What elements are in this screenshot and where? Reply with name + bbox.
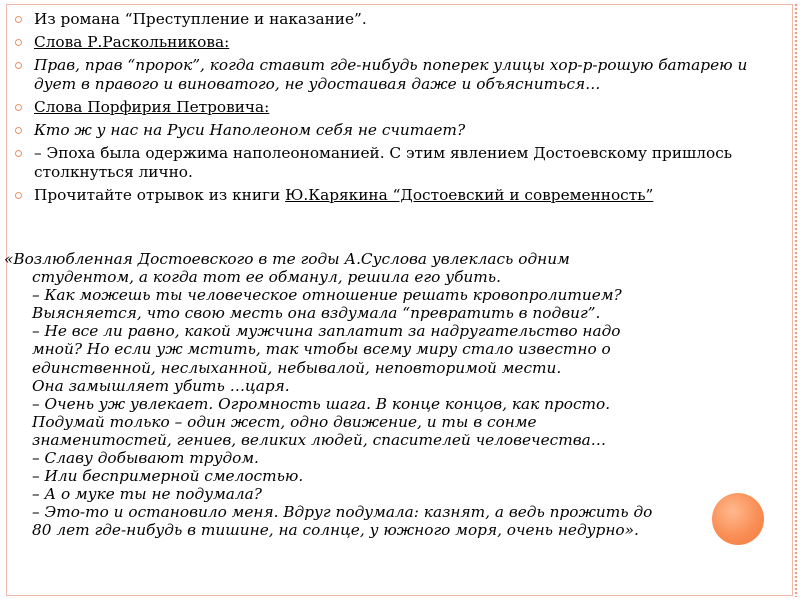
bullet-text: Из романа “Преступление и наказание”.	[34, 10, 367, 28]
excerpt-line: Подумай только – один жест, одно движение, и ты в сонме	[32, 412, 537, 431]
excerpt-line: мной? Но если уж мстить, так чтобы всему миру стало известно о	[32, 340, 611, 359]
slide-content	[14, 10, 784, 209]
excerpt-line: – Как можешь ты человеческое отношение решать кровопролитием?	[32, 286, 622, 305]
bullet-item-raskolnikov-heading	[14, 33, 784, 52]
bullet-item-porfiry-quote	[14, 121, 784, 140]
bullet-text: Кто ж у нас на Руси Наполеоном себя не считает?	[34, 121, 466, 139]
excerpt-line: – Это-то и остановило меня. Вдруг подумала: казнят, а ведь прожить до	[32, 503, 653, 522]
excerpt-line: студентом, а когда тот ее обманул, решила его убить.	[32, 268, 501, 287]
bullet-text: Слова Порфирия Петровича:	[34, 98, 270, 116]
excerpt-line: – Славу добывают трудом.	[32, 449, 259, 468]
excerpt-line: «Возлюбленная Достоевского в те годы А.Суслова увлеклась одним	[4, 250, 570, 268]
bullet-item-read-excerpt	[14, 186, 784, 205]
bullet-text: Слова Р.Раскольникова:	[34, 33, 230, 51]
excerpt-line: – Или беспримерной смелостью.	[32, 467, 304, 486]
bullet-text: Прав, прав “пророк”, когда ставит где-нибудь поперек улицы хор-р-рошую батарею и дует в правого и виноватого, не удостаивая даже и объясниться…	[34, 56, 748, 93]
excerpt-line: 80 лет где-нибудь в тишине, на солнце, у южного моря, очень недурно».	[32, 521, 639, 540]
excerpt-line: Она замышляет убить …царя.	[32, 376, 290, 395]
excerpt-block	[4, 250, 794, 540]
excerpt-line: – Очень уж увлекает. Огромность шага. В конце концов, как просто.	[32, 394, 611, 413]
excerpt-line: единственной, неслыханной, небывалой, неповторимой мести.	[32, 358, 562, 377]
bullet-item-epoch	[14, 144, 784, 182]
excerpt-line: – Не все ли равно, какой мужчина заплатит за надругательство надо	[32, 322, 621, 341]
book-reference: Ю.Карякина “Достоевский и современность”	[285, 186, 654, 204]
excerpt-line: – А о муке ты не подумала?	[32, 485, 262, 504]
bullet-text: Прочитайте отрывок из книги	[34, 186, 286, 204]
excerpt-line: Выясняется, что свою месть она вздумала “превратить в подвиг”.	[32, 304, 601, 323]
bullet-item-novel	[14, 10, 784, 29]
bullet-text: – Эпоха была одержима наполеономанией. С этим явлением Достоевскому пришлось столкнуться лично.	[34, 144, 733, 181]
bullet-item-raskolnikov-quote	[14, 56, 784, 94]
bullet-item-porfiry-heading	[14, 98, 784, 117]
excerpt-line: знаменитостей, гениев, великих людей, спасителей человечества…	[32, 430, 607, 449]
bullet-list	[14, 10, 784, 205]
